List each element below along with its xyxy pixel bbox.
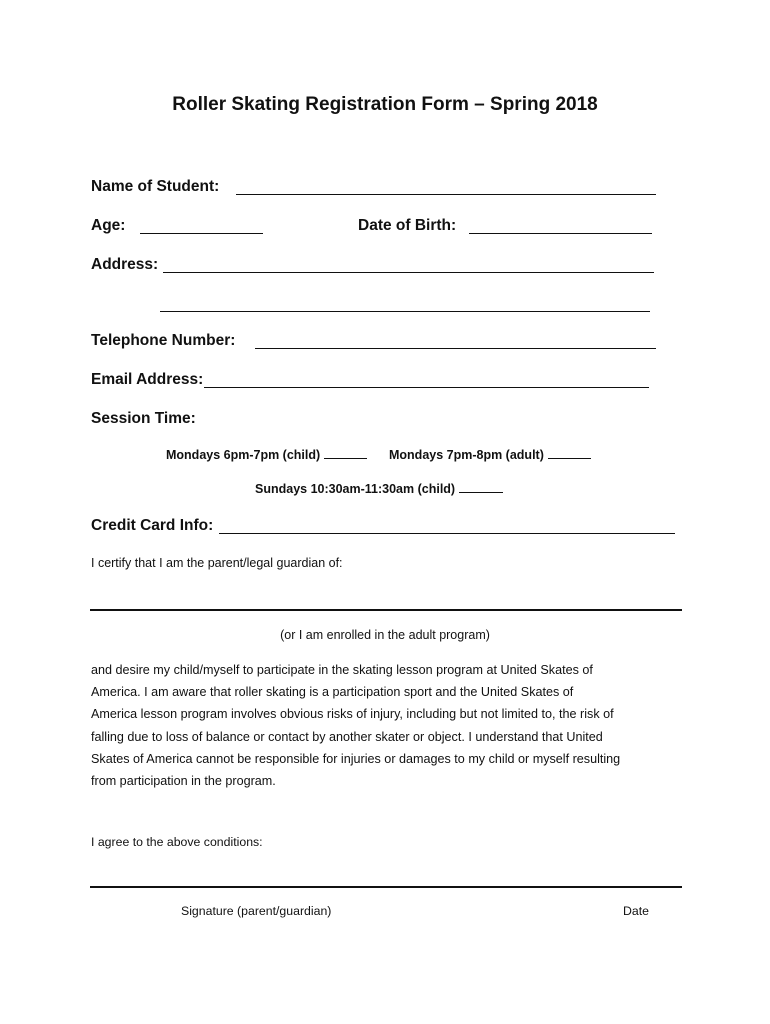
waiver-line: Skates of America cannot be responsible for injuries or damages to my child or myself resulting — [91, 751, 621, 766]
waiver-line: falling due to loss of balance or contact by another skater or object. I understand that United — [91, 729, 603, 744]
waiver-paragraph — [91, 659, 691, 792]
signature-label: Signature (parent/guardian) — [181, 904, 332, 918]
waiver-line: America lesson program involves obvious risks of injury, including but not limited to, the risk of — [91, 707, 614, 722]
age-field[interactable] — [140, 233, 263, 234]
date-of-birth-label: Date of Birth: — [358, 217, 457, 234]
adult-program-note: (or I am enrolled in the adult program) — [280, 628, 490, 642]
form-title: Roller Skating Registration Form – Spring 2018 — [172, 94, 598, 115]
session-checkbox-blank[interactable] — [548, 458, 591, 459]
agree-statement: I agree to the above conditions: — [91, 835, 263, 849]
signature-line[interactable] — [90, 886, 682, 888]
credit-card-label: Credit Card Info: — [91, 517, 214, 534]
session-option-monday-adult — [389, 448, 591, 462]
session-option-monday-child — [166, 448, 367, 462]
address-field-line-1[interactable] — [163, 272, 654, 273]
name-of-student-field[interactable] — [236, 194, 656, 195]
waiver-line: from participation in the program. — [91, 774, 276, 789]
session-checkbox-blank[interactable] — [459, 492, 503, 493]
telephone-field[interactable] — [255, 348, 656, 349]
address-field-line-2[interactable] — [160, 311, 650, 312]
session-time-label: Session Time: — [91, 410, 196, 427]
age-label: Age: — [91, 217, 126, 234]
session-checkbox-blank[interactable] — [324, 458, 367, 459]
session-option-label: Mondays 7pm-8pm (adult) — [389, 448, 544, 462]
email-address-field[interactable] — [204, 387, 649, 388]
credit-card-field[interactable] — [219, 533, 675, 534]
name-of-student-label: Name of Student: — [91, 178, 220, 195]
waiver-line: and desire my child/myself to participate in the skating lesson program at United Skates of — [91, 663, 593, 677]
certify-statement: I certify that I am the parent/legal guardian of: — [91, 556, 343, 570]
session-option-label: Mondays 6pm-7pm (child) — [166, 448, 321, 462]
date-label: Date — [623, 904, 649, 918]
email-address-label: Email Address: — [91, 371, 204, 388]
address-label: Address: — [91, 256, 159, 273]
session-option-sunday-child — [255, 482, 503, 496]
guardian-of-name-line[interactable] — [90, 609, 682, 611]
date-of-birth-field[interactable] — [469, 233, 652, 234]
waiver-line: America. I am aware that roller skating is a participation sport and the United Skates of — [91, 685, 574, 700]
session-option-label: Sundays 10:30am-11:30am (child) — [255, 482, 456, 496]
telephone-label: Telephone Number: — [91, 332, 236, 349]
